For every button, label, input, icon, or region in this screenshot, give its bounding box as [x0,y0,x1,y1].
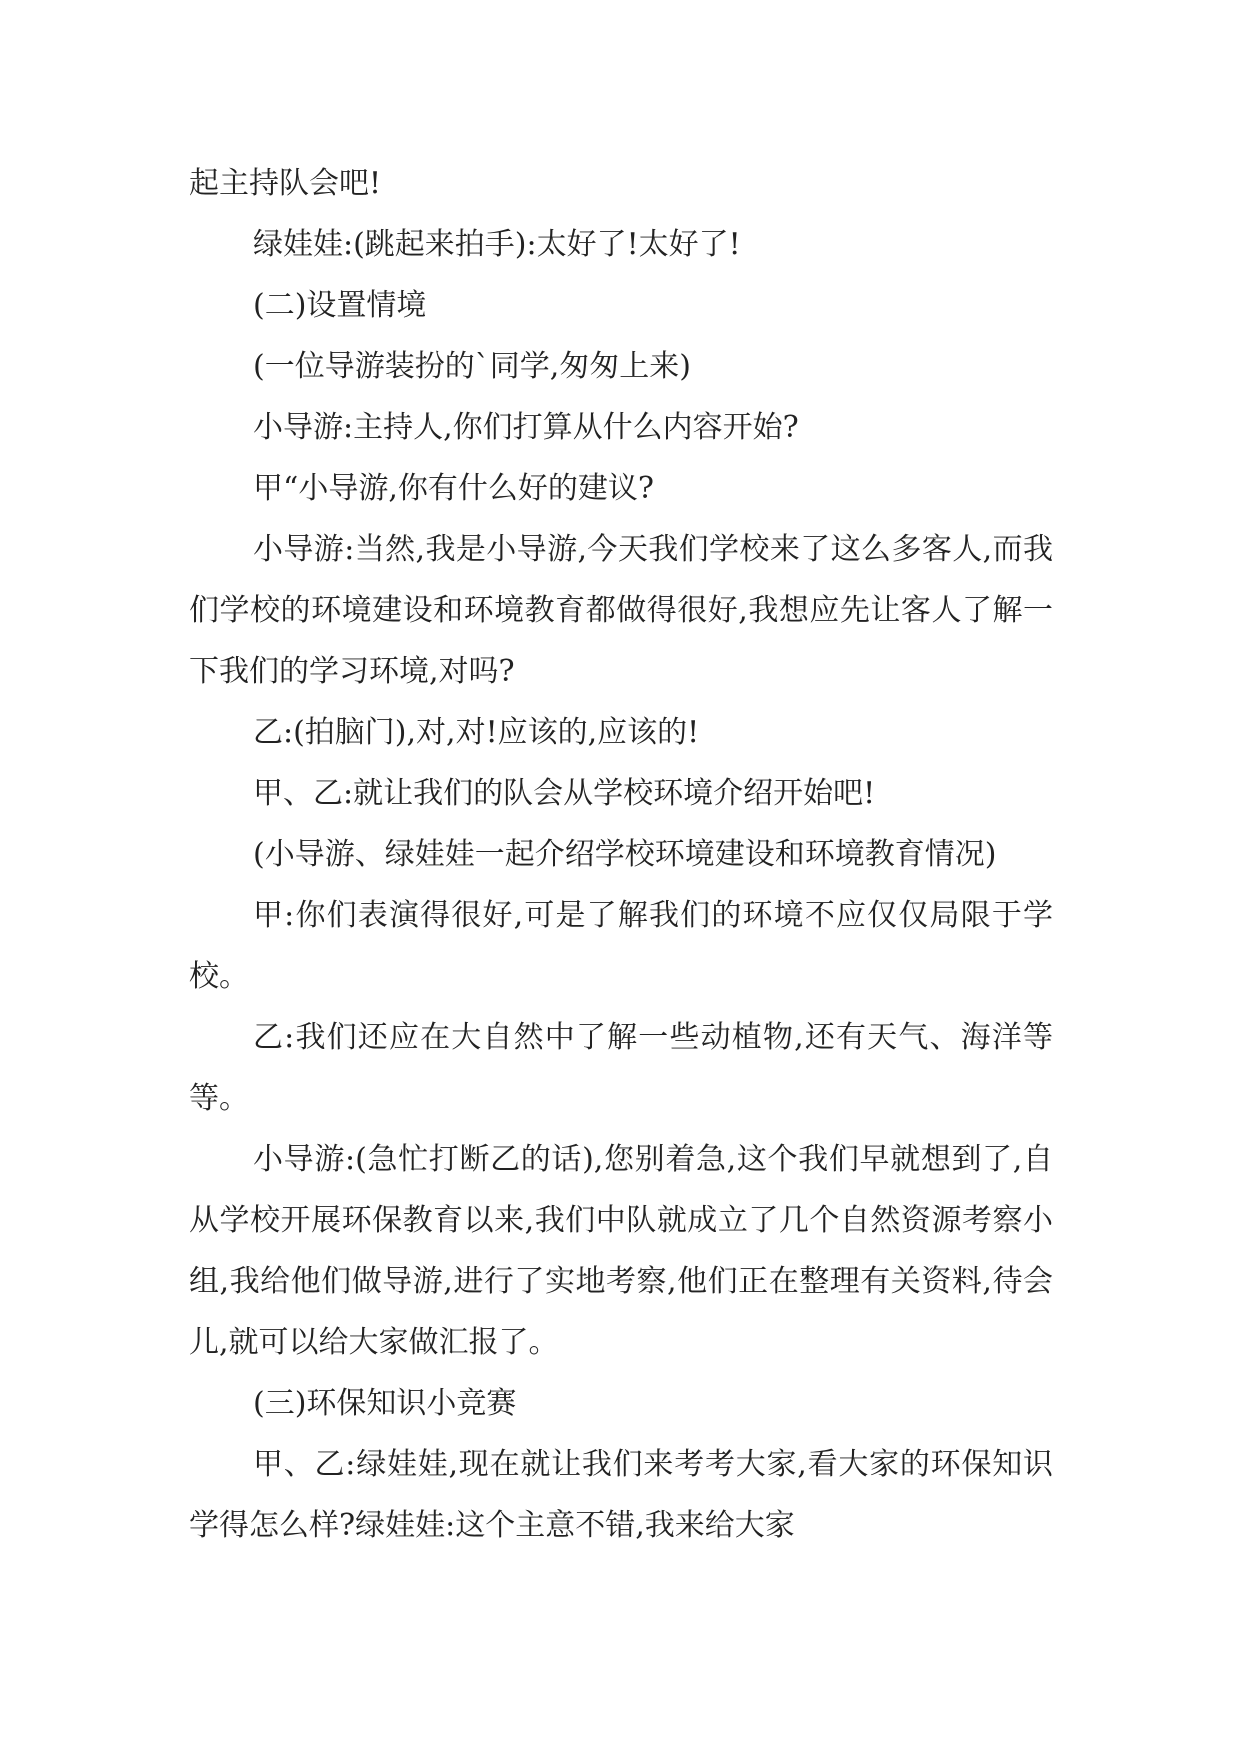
stage-direction: (小导游、绿娃娃一起介绍学校环境建设和环境教育情况) [253,837,997,872]
paragraph: 绿娃娃:(跳起来拍手):太好了!太好了! [253,227,741,262]
paragraph: 甲、乙:绿娃娃,现在就让我们来考考大家,看大家的环保知识学得怎么样?绿娃娃:这个主意不错,我来给大家 [189,1447,1053,1543]
paragraph: 小导游:当然,我是小导游,今天我们学校来了这么多客人,而我们学校的环境建设和环境教育都做得很好,我想应先让客人了解一下我们的学习环境,对吗? [189,532,1053,689]
section-heading: (二)设置情境 [253,288,427,323]
section-heading: (三)环保知识小竞赛 [253,1386,517,1421]
paragraph: 起主持队会吧! [189,166,382,201]
paragraph: 乙:我们还应在大自然中了解一些动植物,还有天气、海洋等等。 [189,1020,1053,1116]
stage-direction: (一位导游装扮的`同学,匆匆上来) [253,349,691,384]
paragraph: 甲“小导游,你有什么好的建议? [253,471,654,506]
paragraph: 甲、乙:就让我们的队会从学校环境介绍开始吧! [253,776,876,811]
paragraph: 小导游:(急忙打断乙的话),您别着急,这个我们早就想到了,自从学校开展环保教育以来,我们中队就成立了几个自然资源考察小组,我给他们做导游,进行了实地考察,他们正在整理有关资料,待会儿,就可以给大家做汇报了。 [189,1142,1053,1360]
paragraph: 乙:(拍脑门),对,对!应该的,应该的! [253,715,700,750]
document-body [189,153,1053,1556]
paragraph: 小导游:主持人,你们打算从什么内容开始? [253,410,799,445]
paragraph: 甲:你们表演得很好,可是了解我们的环境不应仅仅局限于学校。 [189,898,1053,994]
